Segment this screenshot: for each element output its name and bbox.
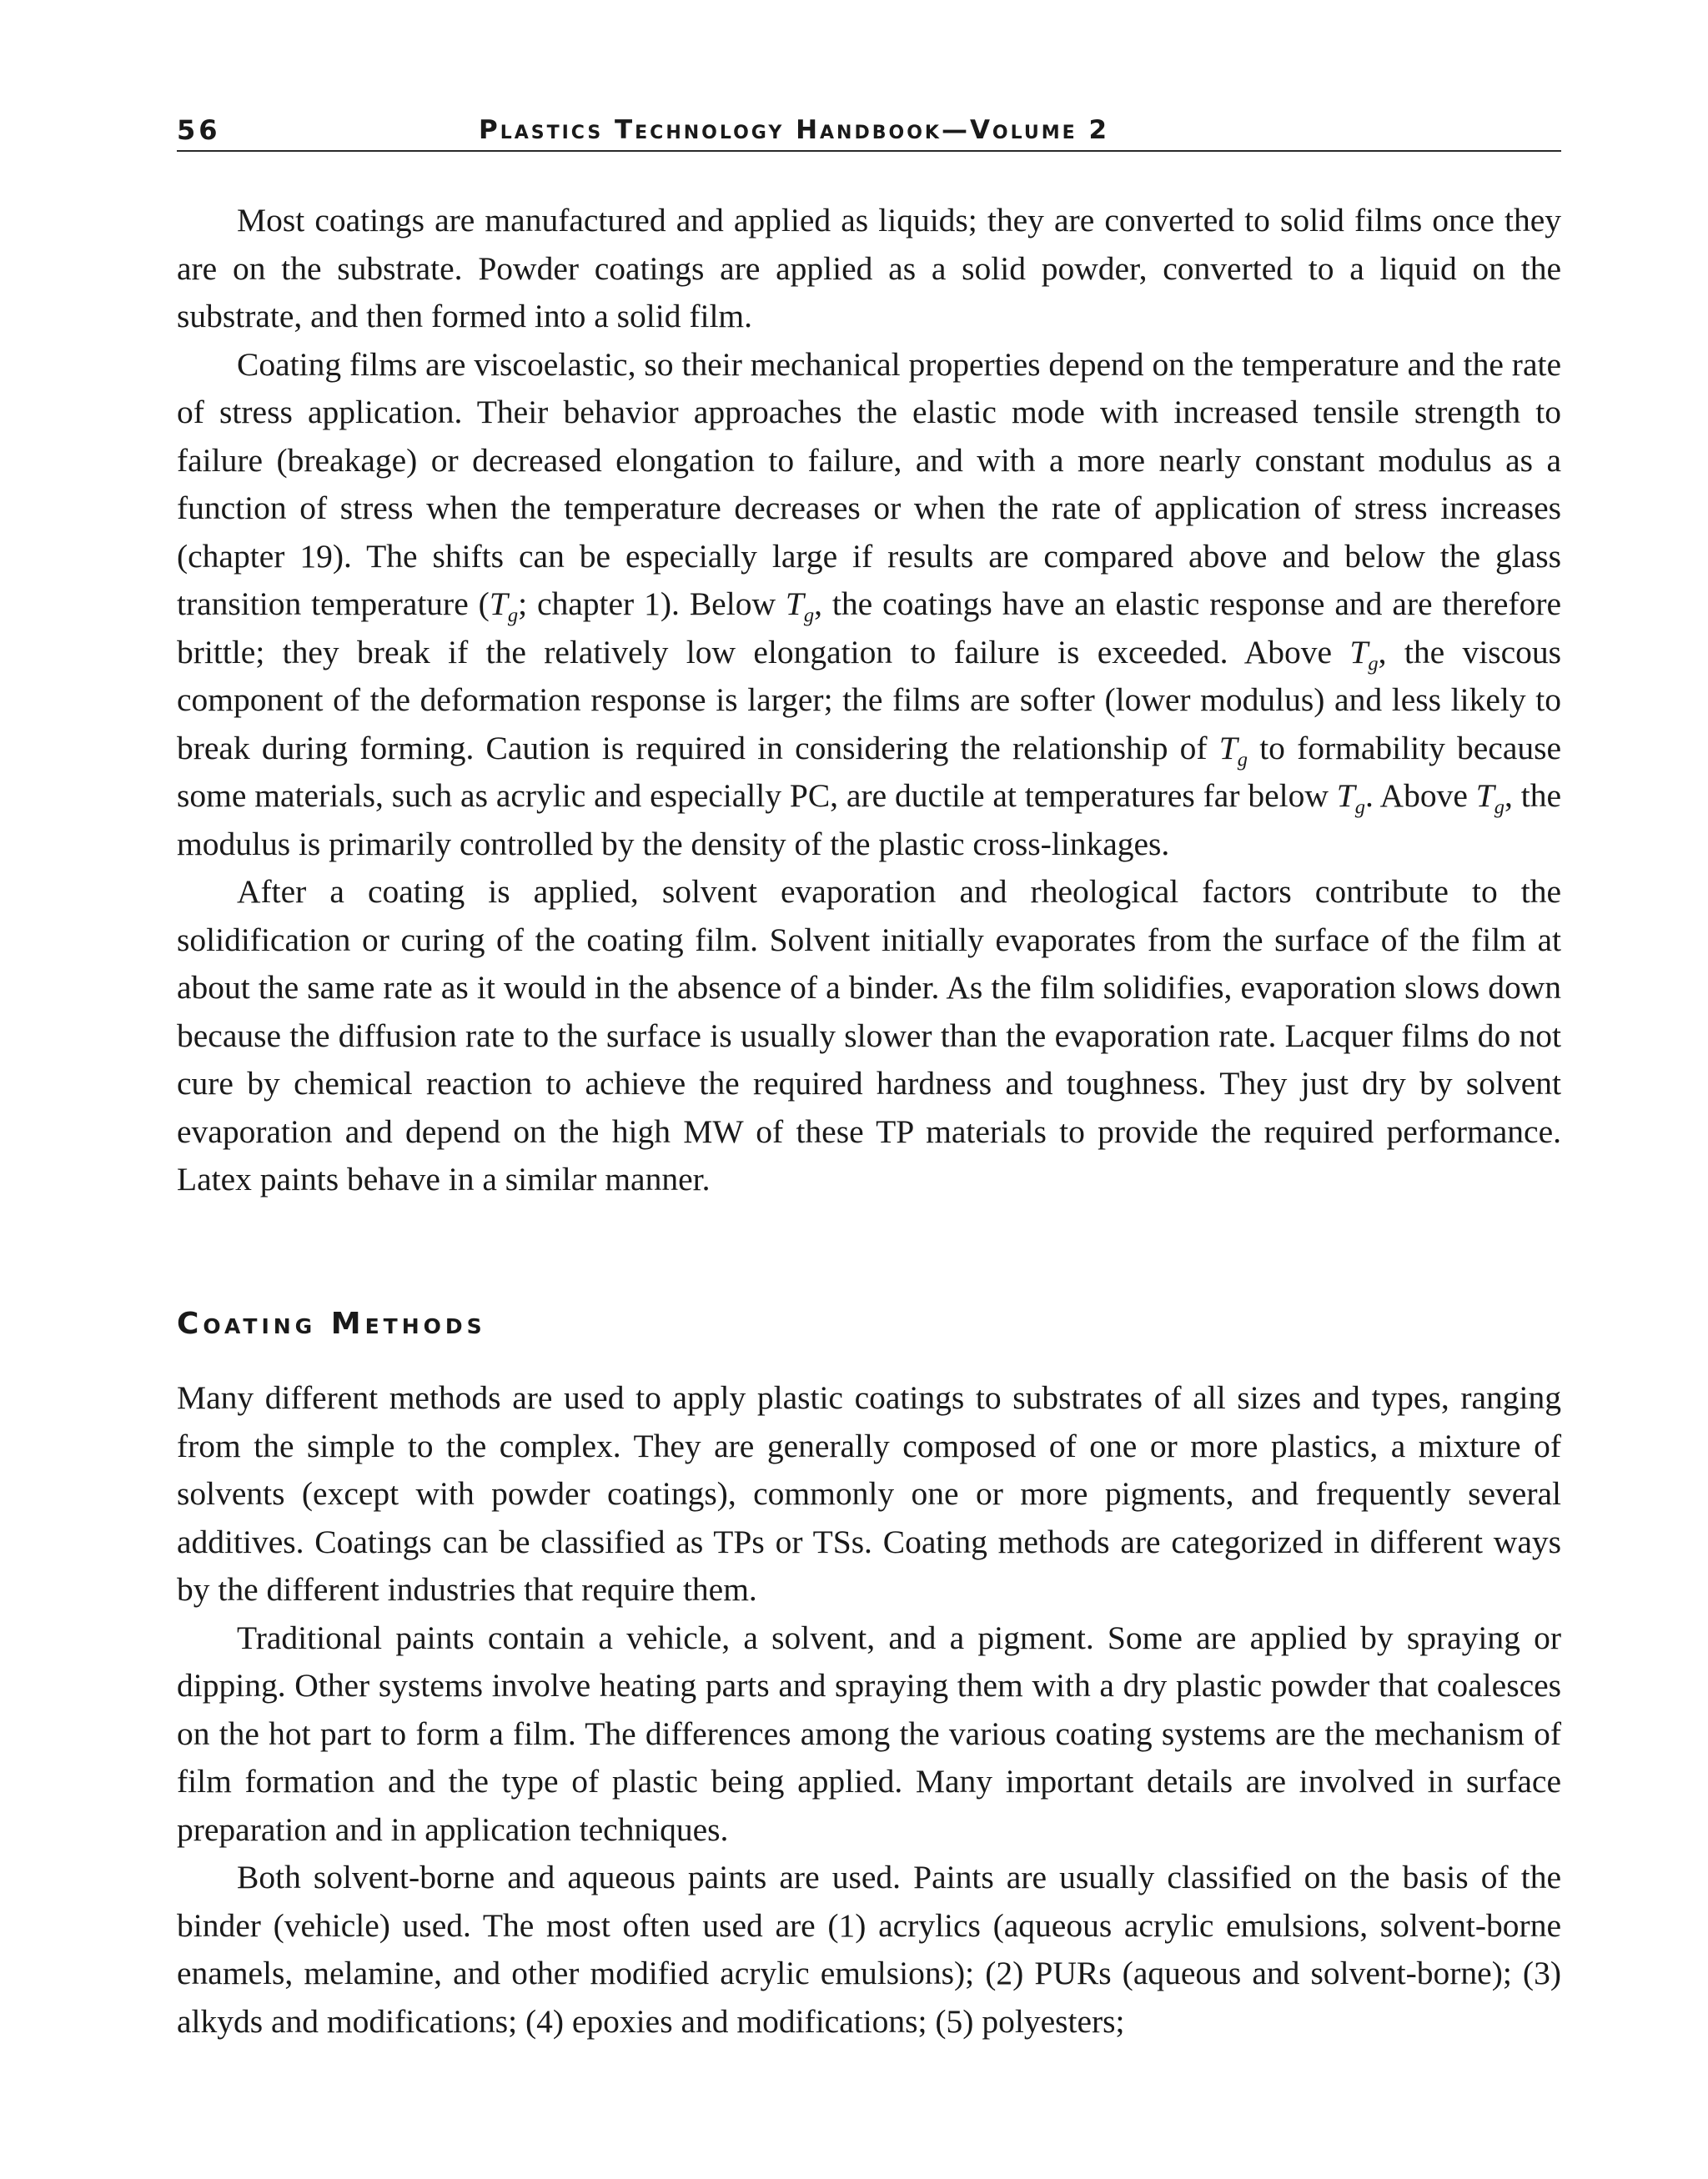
text-run: , the coatings have an elastic response and are therefore brittle; they break if the relatively low elongation to failure is exceeded. Above <box>177 585 1562 670</box>
paragraph-paint-binders: Both solvent-borne and aqueous paints are used. Paints are usually classified on the basis of the binder (vehicle) used. The most often used are (1) acrylics (aqueous acrylic emulsions, solvent-borne enamels, melamine, and other modified acrylic emulsions); (2) PURs (aqueous and solvent-borne); (3) alkyds and modifications; (4) epoxies and modifications; (5) polyesters; <box>177 1859 1561 2040</box>
tg-symbol <box>1475 777 1505 819</box>
tg-letter: T <box>785 585 804 622</box>
tg-symbol <box>1336 777 1365 819</box>
section-coating-methods <box>177 1374 1561 2046</box>
tg-symbol <box>1349 633 1379 675</box>
tg-subscript: g <box>507 604 519 627</box>
tg-subscript: g <box>803 604 815 627</box>
tg-symbol <box>785 585 815 627</box>
paragraph-viscoelastic <box>177 341 1561 869</box>
section-heading-coating-methods: Coating Methods <box>177 1307 486 1341</box>
tg-subscript: g <box>1368 652 1379 675</box>
page-number: 56 <box>177 114 221 146</box>
text-run: Coating films are viscoelastic, so their mechanical properties depend on the temperature and the rate of stress application. Their behavior approaches the elastic mode with increased tensile strength to failure (breakage) or decreased elongation to failure, and with a more nearly constant modulus as a function of stress when the temperature decreases or when the rate of application of stress increases (chapter 19). The shifts can be especially large if results are compared above and below the glass transition temperature ( <box>177 345 1561 622</box>
tg-symbol <box>1218 729 1248 771</box>
tg-symbol <box>489 585 519 627</box>
paragraph-methods-overview: Many different methods are used to apply plastic coatings to substrates of all sizes and types, ranging from the simple to the complex. They are generally composed of one or more plastics, a mixture of solvents (except with powder coatings), commonly one or more pigments, and frequently several additives. Coatings can be classified as TPs or TSs. Coating methods are categorized in different ways by the different industries that require them. <box>177 1379 1561 1608</box>
tg-subscript: g <box>1237 748 1248 771</box>
tg-letter: T <box>1475 777 1494 814</box>
tg-subscript: g <box>1494 796 1505 819</box>
section-intro <box>177 197 1561 1204</box>
text-run: , the viscous component of the deformation response is larger; the films are softer (lower modulus) and less likely to break during forming. Caution is required in considering the relationship of <box>177 633 1561 766</box>
text-run: . Above <box>1364 777 1476 814</box>
running-head <box>177 113 1561 152</box>
tg-letter: T <box>1218 729 1238 766</box>
paragraph-solvent-evaporation: After a coating is applied, solvent evaporation and rheological factors contribute to the solidification or curing of the coating film. Solvent initially evaporates from the surface of the film at about the same rate as it would in the absence of a binder. As the film solidifies, evaporation slows down because the diffusion rate to the surface is usually slower than the evaporation rate. Lacquer films do not cure by chemical reaction to achieve the required hardness and toughness. They just dry by solvent evaporation and depend on the high MW of these TP materials to provide the required performance. Latex paints behave in a similar manner. <box>177 873 1561 1197</box>
text-run: ; chapter 1). Below <box>518 585 786 622</box>
running-title: Plastics Technology Handbook—Volume 2 <box>479 115 1110 145</box>
tg-letter: T <box>1349 633 1369 670</box>
paragraph-traditional-paints: Traditional paints contain a vehicle, a solvent, and a pigment. Some are applied by spraying or dipping. Other systems involve heating parts and spraying them with a dry plastic powder that coalesces on the hot part to form a film. The differences among the various coating systems are the mechanism of film formation and the type of plastic being applied. Many important details are involved in surface preparation and in application techniques. <box>177 1619 1561 1848</box>
paragraph-coatings-liquids: Most coatings are manufactured and applied as liquids; they are converted to solid films once they are on the substrate. Powder coatings are applied as a solid powder, converted to a liquid on the substrate, and then formed into a solid film. <box>177 202 1561 334</box>
tg-letter: T <box>489 585 508 622</box>
text-run: , the modulus is primarily controlled by the density of the plastic cross-linkages. <box>177 777 1561 862</box>
tg-letter: T <box>1336 777 1355 814</box>
tg-subscript: g <box>1354 796 1365 819</box>
text-run: to formability because some materials, such as acrylic and especially PC, are ductile at temperatures far below <box>177 729 1562 814</box>
